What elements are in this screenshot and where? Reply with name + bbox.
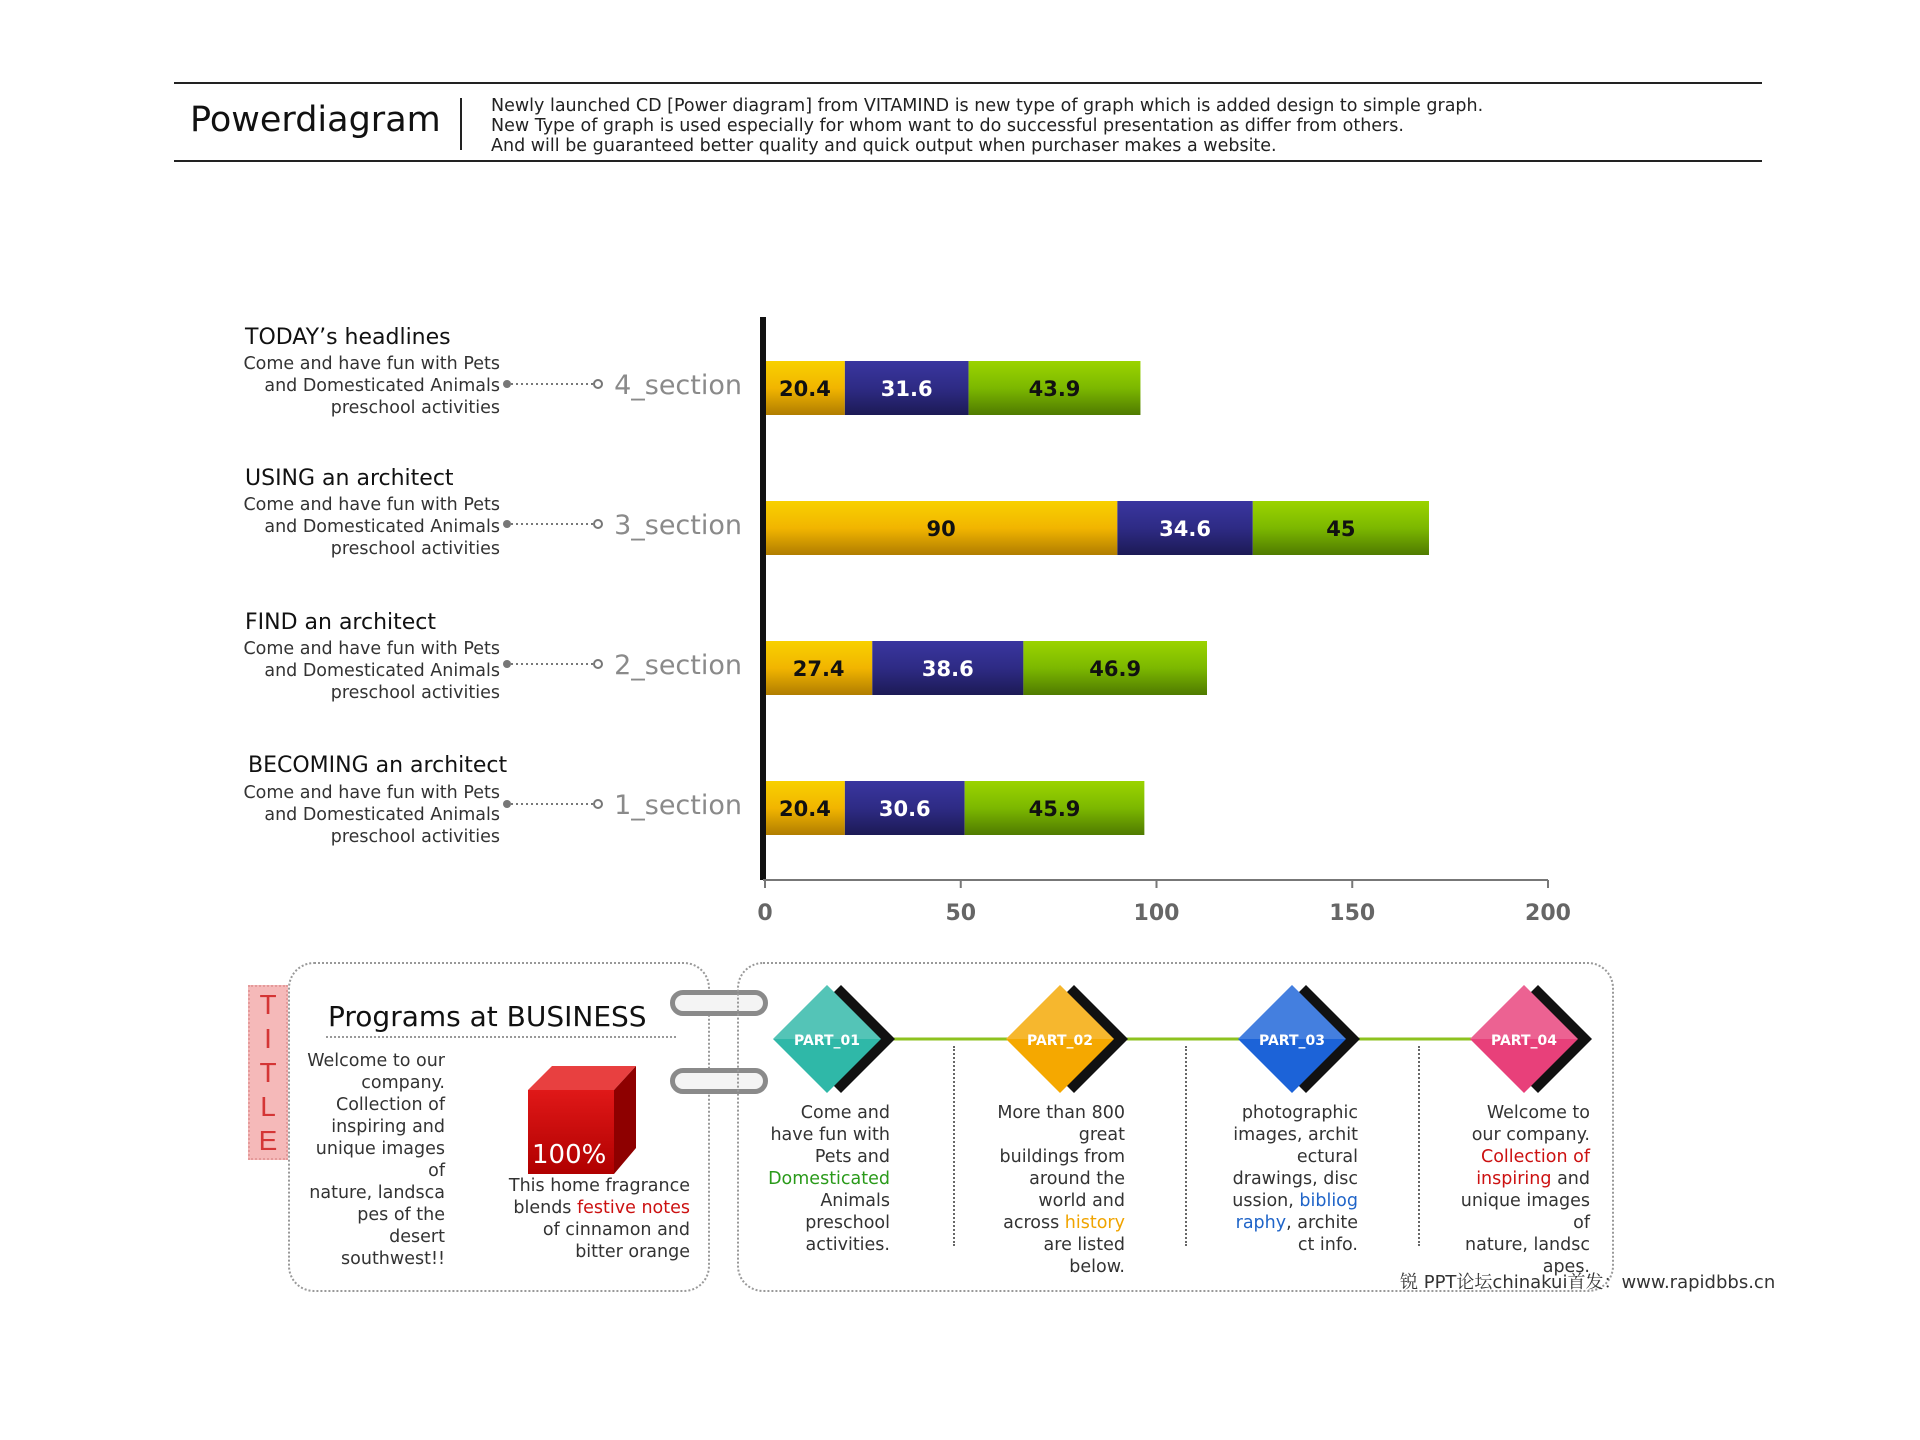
section-desc-line: Come and have fun with Pets [243,639,500,659]
text-line: southwest!! [341,1249,445,1269]
bar-value-label: 27.4 [792,657,845,681]
text-line: Welcome to our [307,1051,445,1071]
text-line: images, archit [1233,1125,1358,1145]
text-line [1210,1212,1358,1234]
bar-value-label: 45 [1326,517,1356,541]
leader-end-dot [594,380,602,388]
part-badge [1470,985,1592,1093]
section-label-1: 1_section [614,790,742,821]
header-desc-line-1: Newly launched CD [Power diagram] from VITAMIND is new type of graph which is added design to simple graph. [491,96,1484,116]
part-3-text [1210,1102,1358,1256]
highlight-text: festive notes [577,1198,690,1218]
text-span: across [1003,1213,1065,1233]
text-line: of cinnamon and [542,1220,690,1240]
leader-dot [503,520,511,528]
text-line: Welcome to [1486,1103,1590,1123]
parts-diagram [737,962,1614,1112]
part-1-text [760,1102,890,1256]
text-line: photographic [1241,1103,1358,1123]
section-desc-line: preschool activities [330,398,500,418]
text-line [1210,1190,1358,1212]
title-letter: E [258,1125,278,1156]
text-line: Come and [800,1103,890,1123]
text-span: ussion, [1232,1191,1300,1211]
highlight-text: Domesticated [768,1169,890,1189]
part-divider [1418,1046,1420,1246]
cube-percent-label: 100% [532,1140,607,1170]
text-line: nature, landsc [1465,1235,1590,1255]
section-desc-line: Come and have fun with Pets [243,354,500,374]
text-line: inspiring and [331,1117,445,1137]
bar-value-label: 38.6 [921,657,974,681]
leader-dot [503,800,511,808]
text-line [985,1212,1125,1234]
part-badge-label: PART_03 [1259,1033,1325,1049]
text-line: preschool [805,1213,890,1233]
text-line: desert [389,1227,445,1247]
section-desc-line: preschool activities [330,683,500,703]
text-line: This home fragrance [508,1176,690,1196]
leader-end-dot [594,520,602,528]
title-letter: I [264,1023,272,1054]
text-line: great [1078,1125,1125,1145]
fragrance-text [505,1175,690,1263]
section-heading-4: TODAY’s headlines [245,325,451,350]
bar-value-label: 45.9 [1028,797,1081,821]
programs-welcome-text [280,1050,445,1270]
text-line: drawings, disc [1232,1169,1358,1189]
title-letter: L [260,1091,276,1122]
programs-title-underline [326,1036,676,1038]
text-line: ct info. [1297,1235,1358,1255]
bar-value-label: 34.6 [1159,517,1211,541]
highlight-text: raphy [1235,1213,1287,1233]
footer-credit: 锐 PPT论坛chinakui首发：www.rapidbbs.cn [1400,1272,1776,1293]
section-desc-line: and Domesticated Animals [264,661,500,681]
header-desc-line-3: And will be guaranteed better quality and quick output when purchaser makes a website. [491,136,1277,156]
text-line: nature, landsca [309,1183,445,1203]
text-line: pes of the [357,1205,445,1225]
section-desc-line: Come and have fun with Pets [243,783,500,803]
part-divider [1185,1046,1187,1246]
leader-end-dot [594,800,602,808]
bar-value-label: 46.9 [1089,657,1142,681]
text-line: activities. [805,1235,890,1255]
bar-value-label: 90 [926,517,956,541]
bar-value-label: 20.4 [779,797,831,821]
section-desc-line: and Domesticated Animals [264,376,500,396]
text-line: buildings from [999,1147,1125,1167]
title-letter: T [259,989,277,1020]
leader-end-dot [594,660,602,668]
part-divider [953,1046,955,1246]
text-line: Collection of [336,1095,445,1115]
text-line: of [428,1161,445,1181]
text-span: and [1551,1169,1590,1189]
part-badge [1006,985,1128,1093]
bar-value-label: 30.6 [878,797,931,821]
bars-group [765,361,1429,835]
text-line: our company. [1471,1125,1590,1145]
x-tick-label: 100 [1133,901,1180,926]
page-title: Powerdiagram [190,100,441,140]
section-desc-line: and Domesticated Animals [264,805,500,825]
text-line: are listed [1043,1235,1125,1255]
programs-title: Programs at BUSINESS [328,1000,647,1033]
part-badge [773,985,895,1093]
x-tick-label: 200 [1525,901,1571,926]
part-2-text [985,1102,1125,1278]
part-badge-label: PART_02 [1027,1033,1093,1049]
text-line: below. [1069,1257,1125,1277]
leader-dot [503,380,511,388]
text-line: bitter orange [575,1242,690,1262]
leader-lines [503,380,602,808]
text-line: More than 800 [997,1103,1125,1123]
section-desc-line: preschool activities [330,827,500,847]
highlight-text: history [1064,1213,1125,1233]
section-desc-line: Come and have fun with Pets [243,495,500,515]
text-line: around the [1029,1169,1125,1189]
text-line: of [1573,1213,1590,1233]
text-line: unique images [1460,1191,1590,1211]
title-letter: T [259,1057,277,1088]
bar-value-label: 43.9 [1028,377,1081,401]
part-badge [1238,985,1360,1093]
bar-value-label: 20.4 [779,377,831,401]
text-line: have fun with [770,1125,890,1145]
text-line: company. [361,1073,445,1093]
section-heading-3: USING an architect [245,466,454,491]
section-desc-line: and Domesticated Animals [264,517,500,537]
part-badge-label: PART_04 [1491,1033,1557,1049]
text-line [505,1197,690,1219]
section-label-4: 4_section [614,370,742,401]
header-desc-line-2: New Type of graph is used especially for whom want to do successful presentation as differ from others. [491,116,1404,136]
section-heading-1: BECOMING an architect [248,753,508,778]
text-line [1440,1168,1590,1190]
text-line: Animals [820,1191,890,1211]
text-line: unique images [315,1139,445,1159]
x-tick-label: 150 [1329,901,1376,926]
x-tick-label: 50 [945,901,977,926]
text-span: blends [513,1198,577,1218]
part-4-text [1440,1102,1590,1278]
leader-dot [503,660,511,668]
bar-value-label: 31.6 [880,377,933,401]
highlight-text: Collection of [1481,1147,1590,1167]
text-line: world and [1038,1191,1125,1211]
part-badge-label: PART_01 [794,1033,860,1049]
text-line: Pets and [814,1147,890,1167]
section-label-3: 3_section [614,510,742,541]
section-heading-2: FIND an architect [245,610,437,635]
highlight-text: bibliog [1299,1191,1358,1211]
section-label-2: 2_section [614,650,742,681]
highlight-text: inspiring [1476,1169,1552,1189]
text-line: apes. [1542,1257,1590,1277]
section-desc-line: preschool activities [330,539,500,559]
text-line: ectural [1296,1147,1358,1167]
text-span: , archite [1286,1213,1358,1233]
x-tick-label: 0 [757,901,773,926]
